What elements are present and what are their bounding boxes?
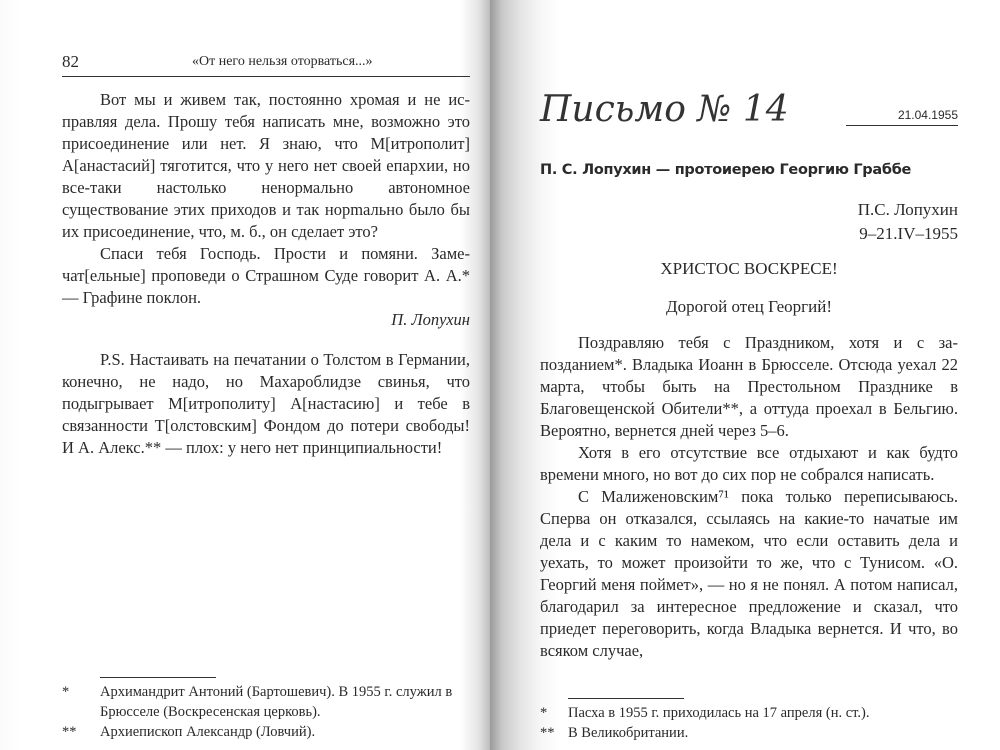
sender-name: П.С. Лопухин (857, 200, 958, 219)
page-header (62, 52, 470, 77)
running-title: «От него нельзя оторваться...» (192, 54, 373, 69)
footnote (540, 723, 958, 743)
footnote-mark: * (62, 684, 70, 700)
sender-block (540, 198, 958, 246)
paragraph: С Малиженовским⁷¹ пока только переписываюсь. Сперва он отказался, ссылаясь на какие-то начатые им дела и с каким то намеком, что если оставить дела и уехать, то может произойти то же, что с Тунисом. «О. Георгий меня поймет», — но я не понял. А потом написал, благодарил за интересное предложение и сказал, что приедет переговорить, когда Владыка вернется. И что, во всяком случае, (540, 487, 958, 660)
footnote-text: Архимандрит Антоний (Бартошевич). В 1955 г. служил в Брюсселе (Воскресенская церковь). (100, 684, 453, 720)
footnote (540, 703, 958, 723)
footnote-divider (100, 677, 216, 678)
footnote-text: Пасха в 1955 г. приходилась на 17 апреля (н. ст.). (568, 705, 870, 721)
salutation: Дорогой отец Георгий! (666, 297, 832, 316)
right-page-column (540, 0, 958, 743)
footnote-text: В Великобритании. (568, 725, 689, 741)
left-page (0, 0, 490, 750)
paragraph: Хотя в его отсутствие все отдыхают и как будто времени много, но вот до сих пор не собрался написать. (540, 443, 958, 484)
signature: П. Лопухин (391, 310, 470, 329)
footnote-text: Архиепископ Александр (Ловчий). (100, 724, 316, 740)
footnotes (62, 665, 470, 742)
footnote-mark: ** (62, 724, 77, 740)
right-page (490, 0, 1000, 750)
page-number: 82 (62, 52, 79, 71)
right-body-text (540, 332, 958, 662)
footnote (62, 682, 470, 722)
letter-title: Письмо № 14 (540, 89, 789, 130)
footnote-mark: ** (540, 725, 555, 741)
paragraph: Вот мы и живем так, постоянно хромая и не исправляя дела. Прошу тебя написать мне, возможно это присоединение или нет. Я знаю, что М[итрополит] А[анастасий] тяготится, что у него нет своей епархии, но все-таки настолько ненормально автономное существование этих приходов и так норmально было бы их присоединение, что, м. б., он сделает это? (62, 90, 470, 241)
footnotes (540, 686, 958, 743)
left-body-text (62, 89, 470, 459)
paragraph: Поздравляю тебя с Праздником, хотя и с запозданием*. Владыка Иоанн в Брюсселе. Отсюда уехал 22 марта, чтобы быть на Престольном Празднике в Благовещенской Обители**, а оттуда проехал в Бельгию. Вероятно, вернется дней через 5–6. (540, 333, 958, 440)
easter-greeting: ХРИСТОС ВОСКРЕСЕ! (660, 259, 838, 278)
paragraph: Спаси тебя Господь. Прости и помяни. Замечат[ельные] проповеди о Страшном Суде говорит А. А.* — Графине поклон. (62, 244, 470, 307)
footnote-divider (568, 698, 684, 699)
footnote-mark: * (540, 705, 548, 721)
letter-subtitle: П. С. Лопухин — протоиерею Георгию Граббе (540, 162, 912, 178)
left-page-column (62, 0, 470, 742)
letter-title-row (540, 88, 958, 132)
letter-date: 21.04.1955 (846, 108, 958, 126)
postscript: P.S. Настаивать на печатании о Толстом в Германии, конечно, не надо, но Махароблидзе свинья, что подыгрывает М[итрополиту] А[настасию] и тебе в связанности Т[олстовским] Фондом до потери свободы! И А. Алекс.** — плох: у него нет принципиальности! (62, 350, 470, 457)
sender-date: 9–21.IV–1955 (859, 224, 958, 243)
footnote (62, 722, 470, 742)
